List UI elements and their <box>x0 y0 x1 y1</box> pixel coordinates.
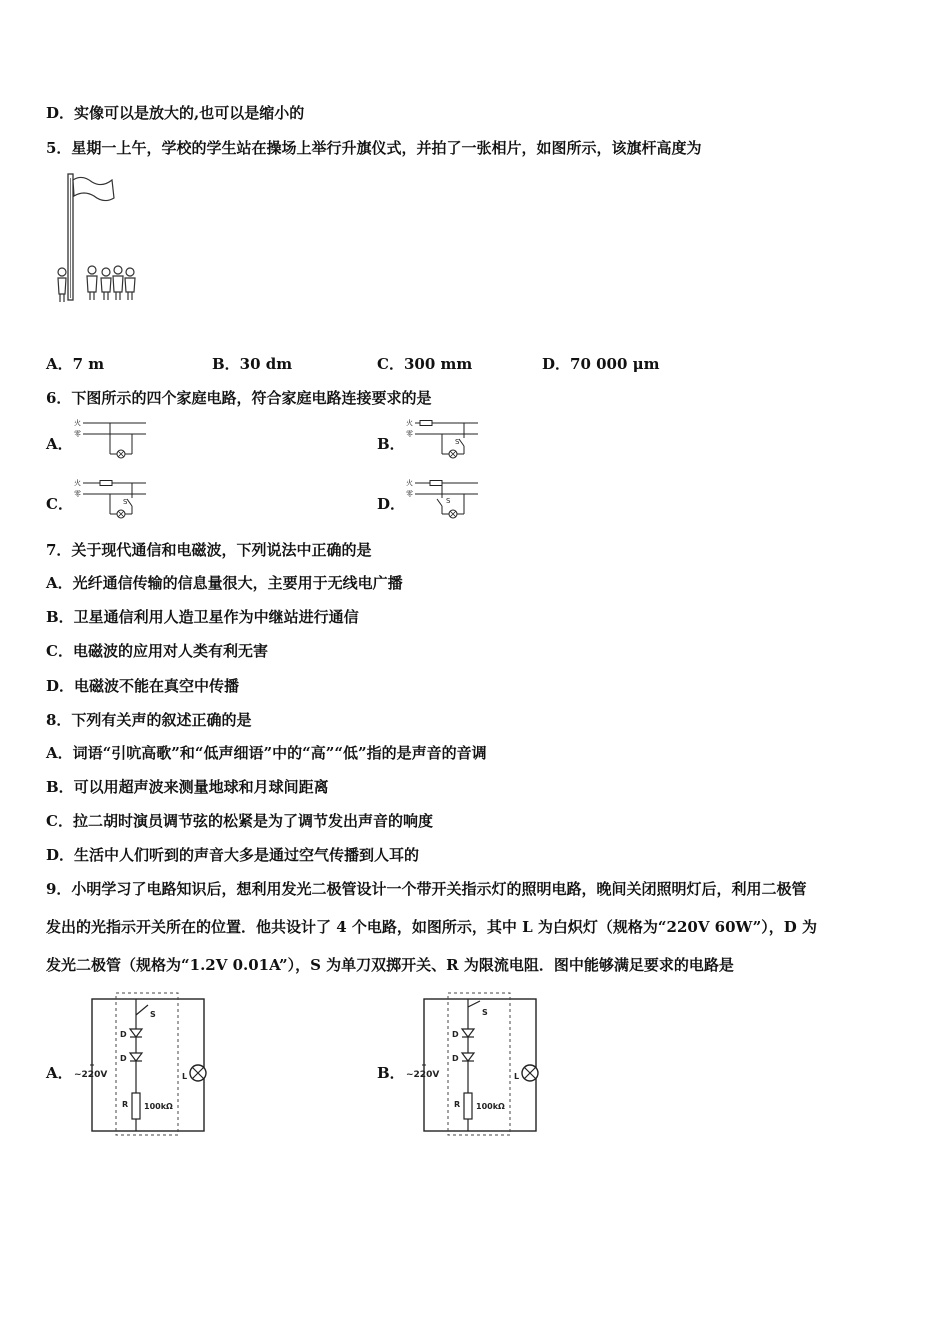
flagpole-photo-icon <box>52 170 142 305</box>
q6b-switch-icon <box>459 439 464 446</box>
q9a-diode-2-label: D <box>120 1054 127 1063</box>
q9a-resistor-icon <box>132 1093 140 1119</box>
q6c-switch-label: S <box>123 498 128 506</box>
q9-circuit-b <box>404 985 540 1137</box>
q5-option-a: A．7 m <box>46 355 105 373</box>
q9b-diode-2-label: D <box>452 1054 459 1063</box>
q9-question-line-3: 发光二极管（规格为“1.2V 0.01A”），S 为单刀双掷开关、R 为限流电阻．图中能够满足要求的电路是 <box>46 956 734 974</box>
q6b-switch-label: S <box>455 438 460 446</box>
q4-option-d: D．实像可以是放大的,也可以是缩小的 <box>46 104 305 122</box>
q9b-switch-icon <box>468 1001 480 1007</box>
q9a-switch-label: S <box>150 1010 156 1019</box>
q6d-switch-icon <box>437 499 442 506</box>
q6c-switch-icon <box>127 499 132 506</box>
q9b-switch-label: S <box>482 1008 488 1017</box>
q6b-live-label: 火 <box>406 419 413 427</box>
q6-circuit-b <box>404 416 482 462</box>
q9b-source-label: ~220V <box>406 1070 440 1080</box>
q9-question-line-1: 9．小明学习了电路知识后，想利用发光二极管设计一个带开关指示灯的照明电路，晚间关闭照明灯后，利用二极管 <box>46 880 807 898</box>
q9b-resistance-value: 100kΩ <box>476 1102 505 1111</box>
q6-option-b-label: B． <box>377 435 405 453</box>
q6d-neutral-label: 零 <box>406 490 413 498</box>
q6c-live-label: 火 <box>74 479 81 487</box>
q9a-lamp-label: L <box>182 1072 188 1081</box>
q9-option-b-label: B． <box>377 1064 405 1082</box>
q7-option-a: A．光纤通信传输的信息量很大，主要用于无线电广播 <box>46 574 403 592</box>
q6a-live-label: 火 <box>74 419 81 427</box>
q9b-diode-1-label: D <box>452 1030 459 1039</box>
q9-option-a-label: A． <box>46 1064 73 1082</box>
q8-option-d: D．生活中人们听到的声音大多是通过空气传播到人耳的 <box>46 846 420 864</box>
q6-circuit-a <box>72 416 150 462</box>
q6-circuit-d <box>404 476 482 522</box>
q6a-neutral-label: 零 <box>74 430 81 438</box>
q6d-switch-label: S <box>446 497 451 505</box>
q8-option-a: A．词语“引吭高歌”和“低声细语”中的“高”“低”指的是声音的音调 <box>46 744 487 762</box>
q6-circuit-c <box>72 476 150 522</box>
q9b-lamp-label: L <box>514 1072 520 1081</box>
q9a-switch-icon <box>136 1005 148 1015</box>
q8-option-c: C．拉二胡时演员调节弦的松紧是为了调节发出声音的响度 <box>46 812 433 830</box>
q5-option-d: D．70 000 μm <box>542 355 660 373</box>
q5-option-c: C．300 mm <box>377 355 473 373</box>
q6c-fuse-icon <box>100 481 112 486</box>
q6-option-c-label: C． <box>46 495 73 513</box>
q7-question: 7．关于现代通信和电磁波，下列说法中正确的是 <box>46 541 372 559</box>
q9b-resistor-icon <box>464 1093 472 1119</box>
q9a-diode-1-icon <box>130 1029 142 1037</box>
q9b-resistor-label: R <box>454 1100 461 1109</box>
q6-question: 6．下图所示的四个家庭电路，符合家庭电路连接要求的是 <box>46 389 432 407</box>
q6b-neutral-label: 零 <box>406 430 413 438</box>
q7-option-d: D．电磁波不能在真空中传播 <box>46 677 240 695</box>
q9a-diode-2-icon <box>130 1053 142 1061</box>
q7-option-b: B．卫星通信利用人造卫星作为中继站进行通信 <box>46 608 359 626</box>
q6c-neutral-label: 零 <box>74 490 81 498</box>
q9a-resistor-label: R <box>122 1100 129 1109</box>
q6-option-a-label: A． <box>46 435 73 453</box>
q6d-live-label: 火 <box>406 479 413 487</box>
q7-option-c: C．电磁波的应用对人类有利无害 <box>46 642 268 660</box>
q9-question-line-2: 发出的光指示开关所在的位置．他共设计了 4 个电路，如图所示，其中 L 为白炽灯（规格为“220V 60W”），D 为 <box>46 918 818 936</box>
q6b-fuse-icon <box>420 421 432 426</box>
q6d-fuse-icon <box>430 481 442 486</box>
q6-option-d-label: D． <box>377 495 406 513</box>
q9b-diode-1-icon <box>462 1029 474 1037</box>
q9b-diode-2-icon <box>462 1053 474 1061</box>
q8-question: 8．下列有关声的叙述正确的是 <box>46 711 252 729</box>
q9a-resistance-value: 100kΩ <box>144 1102 173 1111</box>
q5-option-b: B．30 dm <box>212 355 293 373</box>
q8-option-b: B．可以用超声波来测量地球和月球间距离 <box>46 778 329 796</box>
q9-circuit-a <box>72 985 208 1137</box>
q9a-diode-1-label: D <box>120 1030 127 1039</box>
q9a-source-label: ~220V <box>74 1070 108 1080</box>
q5-question: 5．星期一上午，学校的学生站在操场上举行升旗仪式，并拍了一张相片，如图所示，该旗杆高度为 <box>46 139 702 157</box>
